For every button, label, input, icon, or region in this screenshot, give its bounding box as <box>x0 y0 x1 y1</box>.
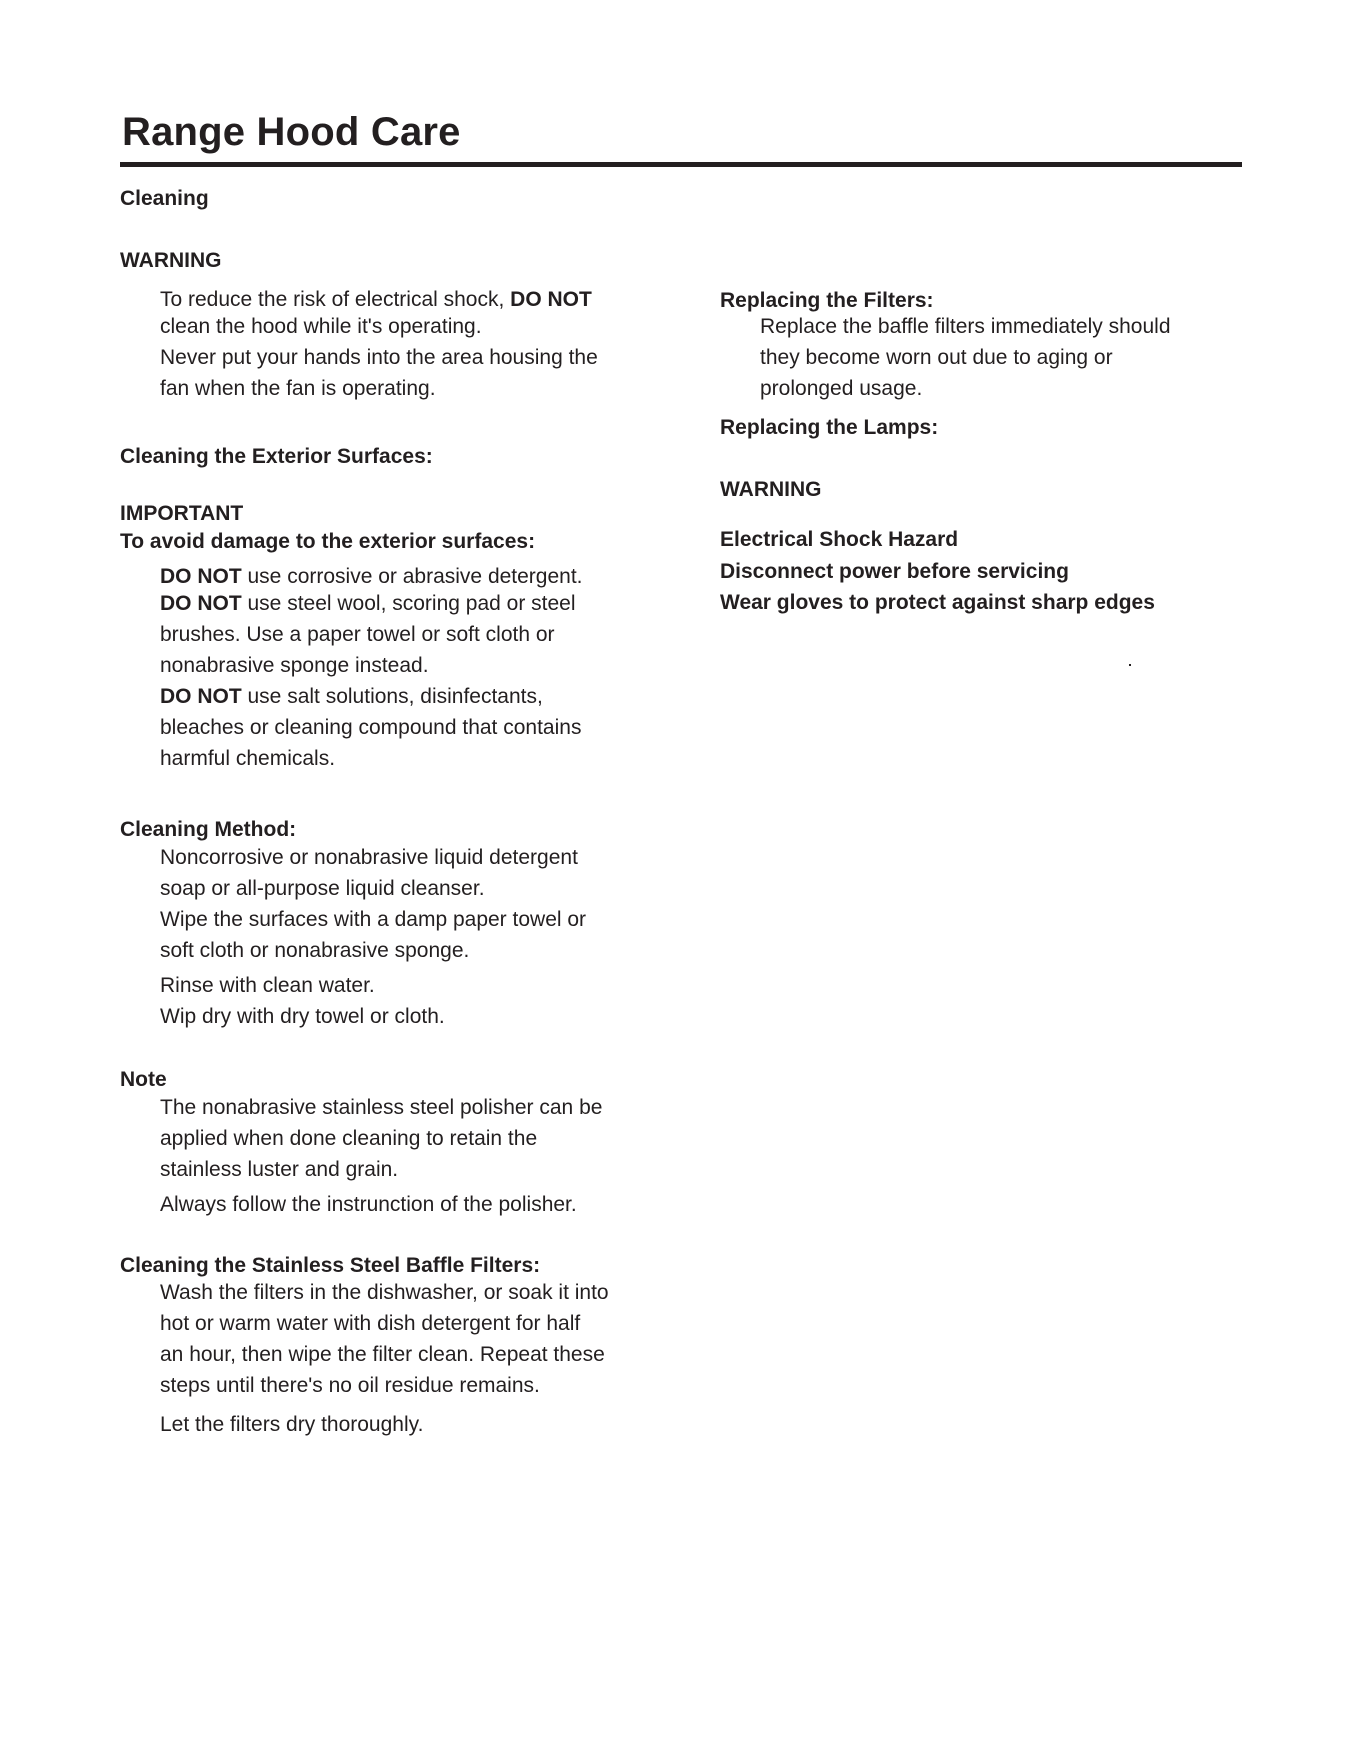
note-line-3: stainless luster and grain. <box>160 1158 399 1181</box>
section-heading-exterior: Cleaning the Exterior Surfaces: <box>120 445 433 468</box>
method-line-3: Wipe the surfaces with a damp paper towel or <box>160 908 587 931</box>
note-line-1: The nonabrasive stainless steel polisher can be <box>160 1096 603 1119</box>
method-line-5: Rinse with clean water. <box>160 974 375 997</box>
method-line-1: Noncorrosive or nonabrasive liquid detergent <box>160 846 578 869</box>
warning-text-line-2: clean the hood while it's operating. <box>160 315 482 338</box>
section-heading-cleaning: Cleaning <box>120 187 209 210</box>
baffle-line-3: an hour, then wipe the filter clean. Repeat these <box>160 1343 605 1366</box>
method-line-6: Wip dry with dry towel or cloth. <box>160 1005 445 1028</box>
baffle-line-1: Wash the filters in the dishwasher, or soak it into <box>160 1281 609 1304</box>
stray-dot <box>1129 664 1131 666</box>
note-line-4: Always follow the instrunction of the polisher. <box>160 1193 577 1216</box>
exterior-item-2-line-1: DO NOT use steel wool, scoring pad or steel <box>160 592 576 615</box>
hazard-line-3: Wear gloves to protect against sharp edges <box>720 591 1155 614</box>
lamp-warning-heading: WARNING <box>720 478 822 501</box>
important-heading: IMPORTANT <box>120 502 244 525</box>
filters-line-2: they become worn out due to aging or <box>760 346 1113 369</box>
hazard-line-1: Electrical Shock Hazard <box>720 528 959 551</box>
exterior-item-3-line-2: bleaches or cleaning compound that contains <box>160 716 582 739</box>
baffle-line-5: Let the filters dry thoroughly. <box>160 1413 424 1436</box>
warning-text-line-1: To reduce the risk of electrical shock, DO NOT <box>160 288 592 311</box>
section-heading-method: Cleaning Method: <box>120 818 297 841</box>
hazard-line-2: Disconnect power before servicing <box>720 560 1069 583</box>
exterior-item-2-line-2: brushes. Use a paper towel or soft cloth or <box>160 623 555 646</box>
filters-line-3: prolonged usage. <box>760 377 923 400</box>
method-line-2: soap or all-purpose liquid cleanser. <box>160 877 485 900</box>
note-heading: Note <box>120 1068 167 1091</box>
exterior-item-3-line-3: harmful chemicals. <box>160 747 336 770</box>
warning-text-line-4: fan when the fan is operating. <box>160 377 436 400</box>
warning-text-line-3: Never put your hands into the area housing the <box>160 346 598 369</box>
baffle-line-2: hot or warm water with dish detergent for half <box>160 1312 581 1335</box>
warning-heading: WARNING <box>120 249 222 272</box>
filters-line-1: Replace the baffle filters immediately should <box>760 315 1171 338</box>
exterior-item-1: DO NOT use corrosive or abrasive detergent. <box>160 565 583 588</box>
exterior-item-3-line-1: DO NOT use salt solutions, disinfectants, <box>160 685 543 708</box>
section-heading-baffle: Cleaning the Stainless Steel Baffle Filters: <box>120 1254 541 1277</box>
avoid-damage-heading: To avoid damage to the exterior surfaces: <box>120 530 536 553</box>
title-divider <box>120 162 1242 167</box>
section-heading-replacing-lamps: Replacing the Lamps: <box>720 416 939 439</box>
baffle-line-4: steps until there's no oil residue remains. <box>160 1374 540 1397</box>
do-not-emphasis: DO NOT <box>510 288 592 311</box>
page-title: Range Hood Care <box>122 110 461 154</box>
section-heading-replacing-filters: Replacing the Filters: <box>720 289 934 312</box>
note-line-2: applied when done cleaning to retain the <box>160 1127 538 1150</box>
method-line-4: soft cloth or nonabrasive sponge. <box>160 939 470 962</box>
exterior-item-2-line-3: nonabrasive sponge instead. <box>160 654 429 677</box>
